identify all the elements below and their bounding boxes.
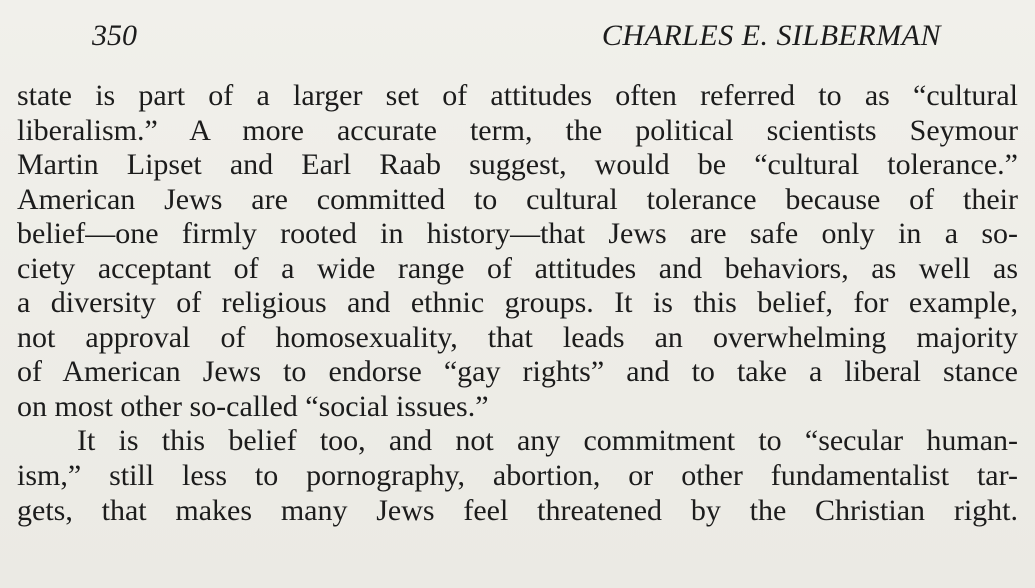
text-line: state is part of a larger set of attitudes often referred to as “cultural: [17, 79, 1018, 112]
running-title: CHARLES E. SILBERMAN: [601, 19, 941, 52]
running-head: [0, 16, 1035, 56]
text-line: not approval of homosexuality, that leads an overwhelming majority: [17, 320, 1018, 354]
text-line: It is this belief too, and not any commitment to “secular human-: [77, 424, 1018, 458]
paragraph-1: [17, 79, 1018, 424]
text-line: Martin Lipset and Earl Raab suggest, would be “cultural tolerance.”: [17, 148, 1018, 182]
text-line: a diversity of religious and ethnic groups. It is this belief, for example,: [17, 286, 1018, 320]
text-line: on most other so-called “social issues.”: [17, 389, 489, 423]
page-number: 350: [92, 19, 137, 52]
text-line: liberalism.” A more accurate term, the political scientists Seymour: [17, 113, 1018, 147]
text-line: ism,” still less to pornography, abortion, or other fundamentalist tar-: [17, 459, 1018, 493]
text-line: ciety acceptant of a wide range of attitudes and behaviors, as well as: [17, 251, 1018, 285]
text-line: gets, that makes many Jews feel threatened by the Christian right.: [17, 493, 1018, 527]
text-line: of American Jews to endorse “gay rights” and to take a liberal stance: [17, 355, 1018, 389]
text-line: American Jews are committed to cultural tolerance because of their: [17, 182, 1018, 216]
body-text: [17, 79, 1018, 528]
paragraph-2: [17, 424, 1018, 528]
text-line: belief—one firmly rooted in history—that Jews are safe only in a so-: [17, 217, 1018, 251]
